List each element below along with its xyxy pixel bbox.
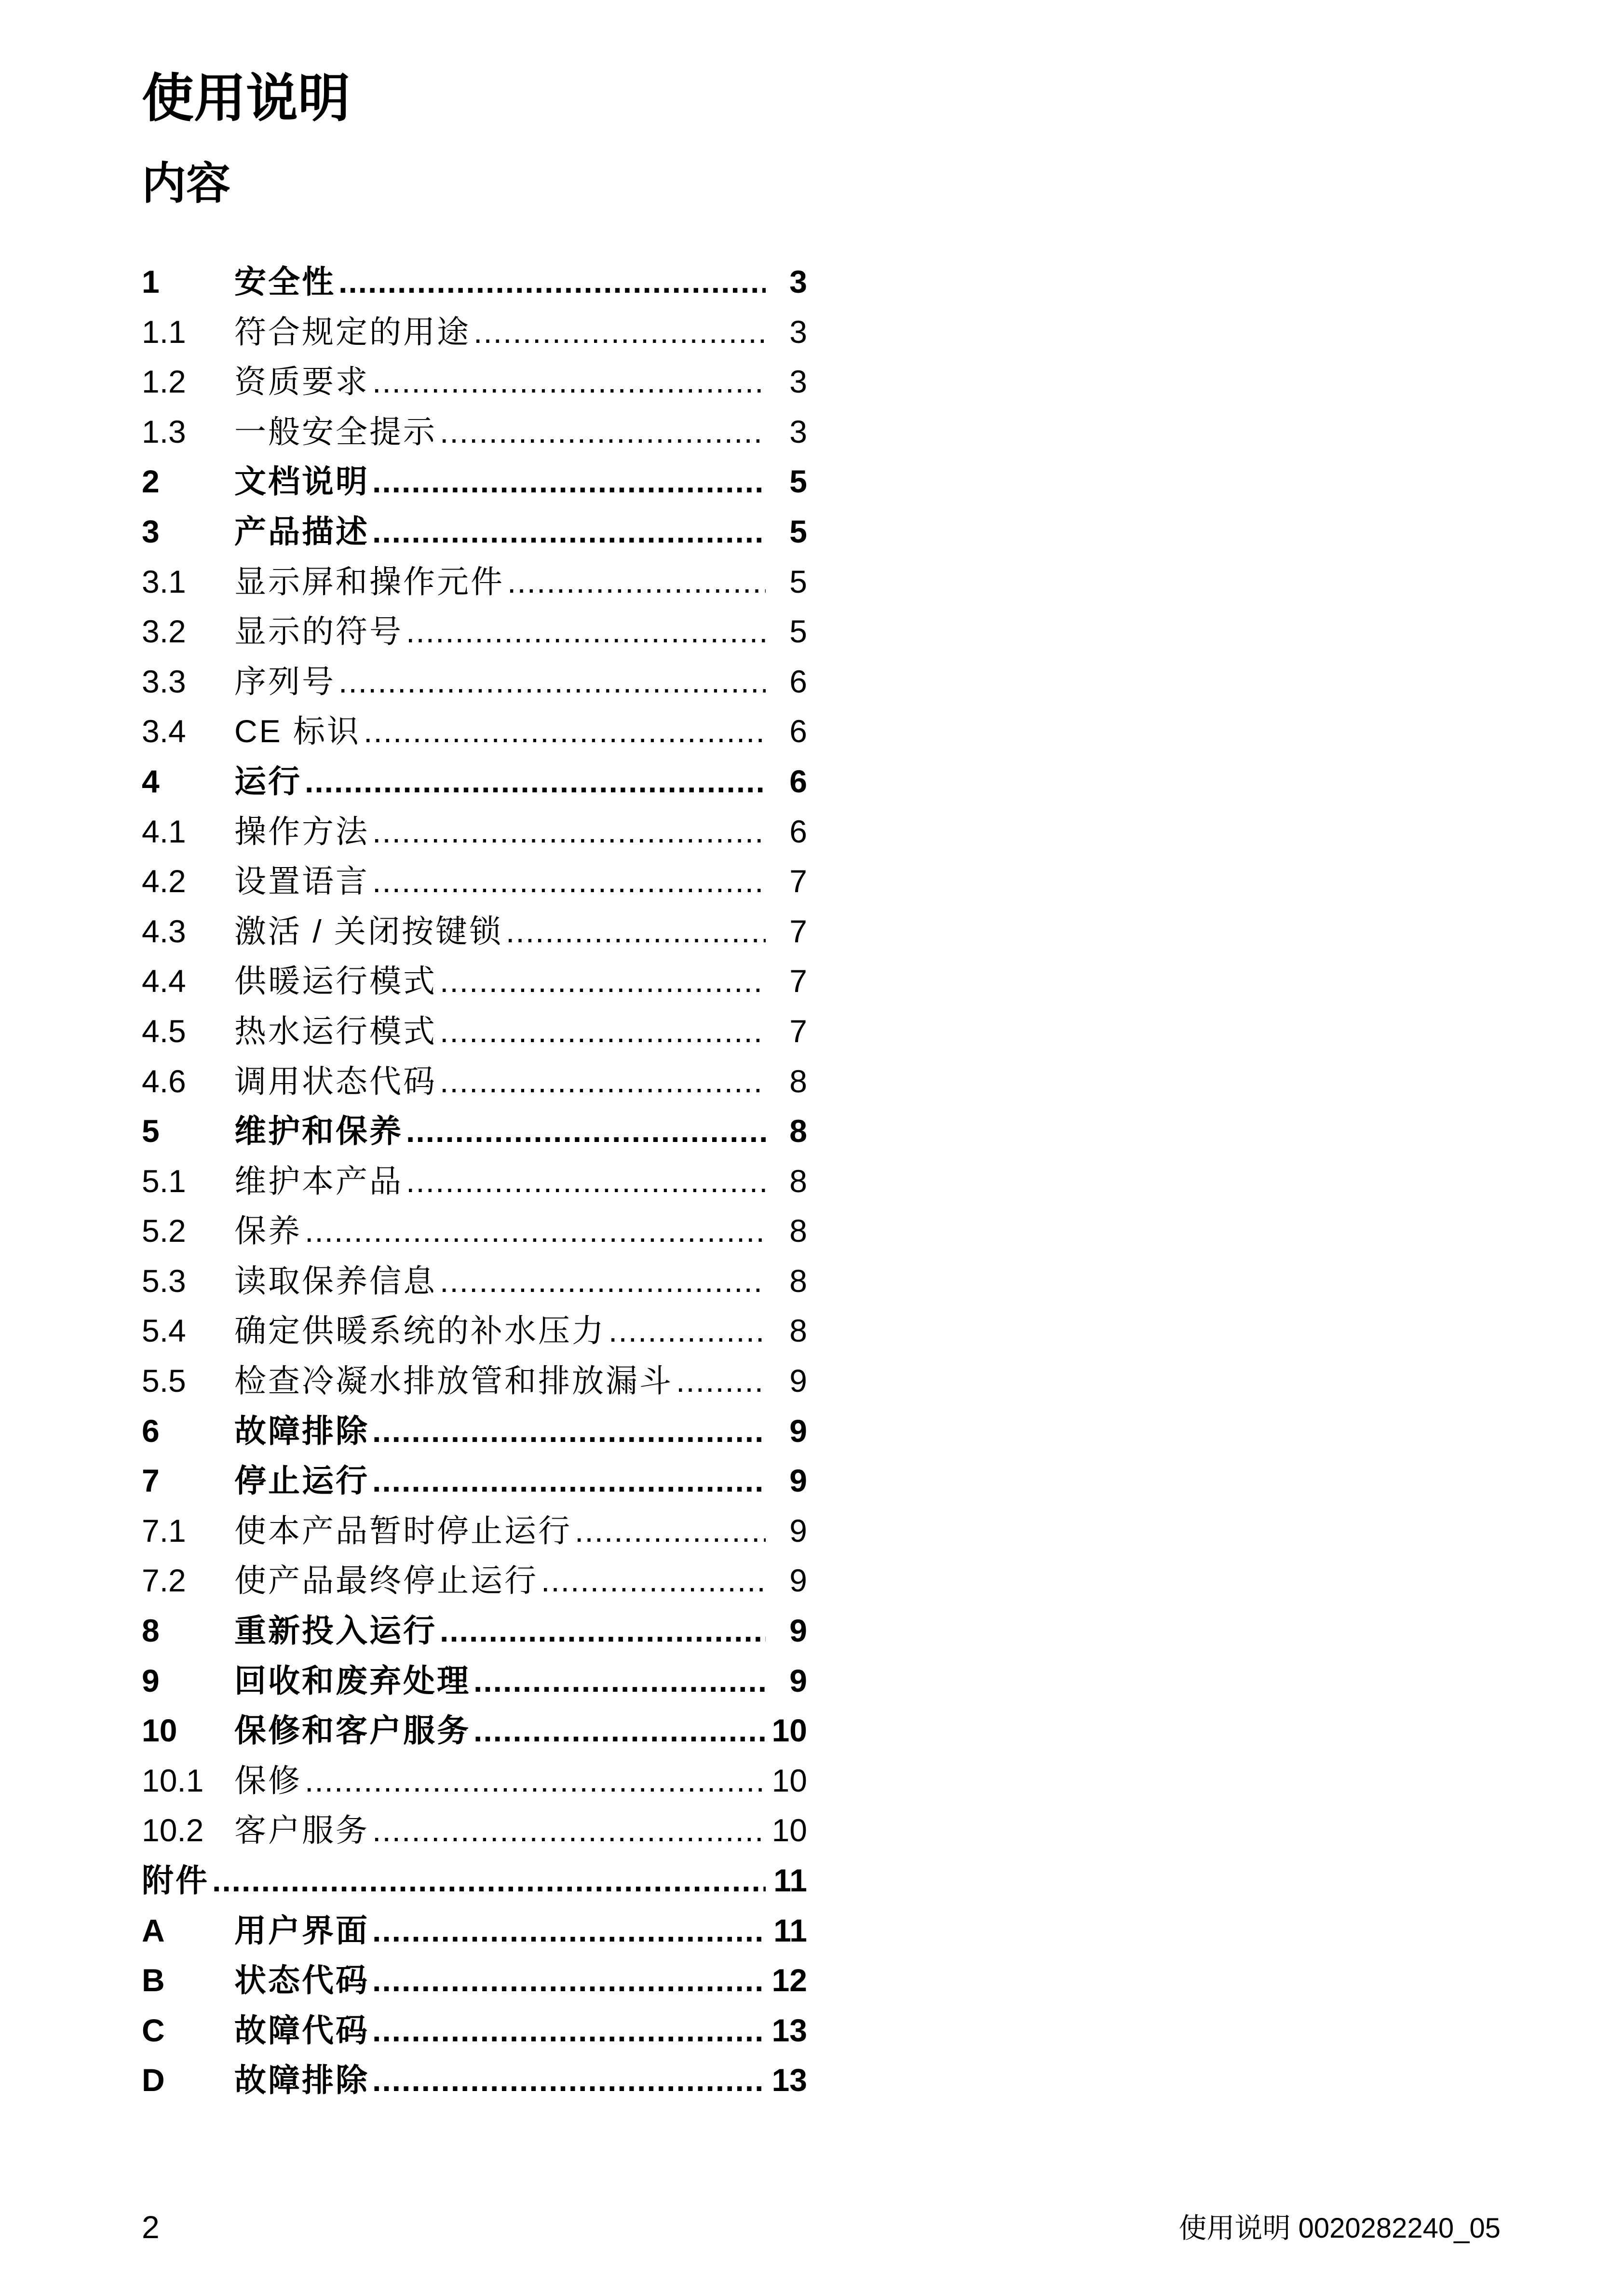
toc-entry[interactable] (142, 1106, 807, 1156)
toc-dot-leader (372, 2006, 766, 2056)
toc-entry-number: 1.2 (142, 364, 186, 400)
toc-entry[interactable] (142, 257, 807, 307)
toc-entry-title: 产品描述 (234, 513, 369, 549)
toc-entry-page: 5 (789, 513, 807, 549)
toc-dot-leader (372, 1956, 766, 2006)
toc-entry-number: 3.3 (142, 663, 186, 699)
toc-entry-title: 维护本产品 (234, 1163, 403, 1199)
toc-entry-title: 一般安全提示 (234, 413, 437, 449)
toc-entry[interactable] (142, 557, 807, 607)
toc-entry-title: 使产品最终停止运行 (234, 1562, 538, 1599)
toc-entry[interactable] (142, 1806, 807, 1856)
toc-entry[interactable] (142, 1706, 807, 1756)
toc-entry-number: A (142, 1912, 165, 1948)
toc-entry[interactable] (142, 1656, 807, 1706)
toc-entry-title: CE 标识 (234, 713, 361, 749)
toc-entry-page: 6 (789, 813, 807, 849)
toc-entry-number: 7.1 (142, 1512, 186, 1549)
toc-entry-title: 运行 (234, 763, 302, 799)
toc-entry-title: 重新投入运行 (234, 1613, 437, 1649)
toc-entry[interactable] (142, 1306, 807, 1356)
toc-entry-number: 9 (142, 1662, 160, 1698)
toc-entry-page: 9 (789, 1613, 807, 1649)
toc-entry-number: 4.2 (142, 863, 186, 899)
toc-entry-page: 5 (789, 563, 807, 599)
toc-entry-number: 6 (142, 1413, 160, 1449)
toc-entry-page: 6 (789, 663, 807, 699)
toc-entry-title: 操作方法 (234, 813, 369, 849)
toc-entry-number: 8 (142, 1613, 160, 1649)
toc-dot-leader (440, 1606, 766, 1656)
toc-entry-page: 10 (771, 1712, 807, 1749)
toc-entry-number: 10.2 (142, 1812, 204, 1848)
toc-entry-title: 用户界面 (234, 1912, 369, 1948)
toc-entry-number: 5.2 (142, 1213, 186, 1249)
toc-entry[interactable] (142, 956, 807, 1006)
toc-dot-leader (372, 2055, 766, 2106)
toc-entry-number: 5.5 (142, 1363, 186, 1399)
toc-entry-page: 9 (789, 1463, 807, 1499)
toc-entry[interactable] (142, 357, 807, 407)
toc-dot-leader (372, 357, 766, 407)
toc-entry[interactable] (142, 307, 807, 357)
toc-entry-title: 热水运行模式 (234, 1013, 437, 1049)
toc-entry-number: 5.3 (142, 1263, 186, 1299)
toc-entry-number: 1 (142, 264, 160, 299)
toc-dot-leader (473, 1706, 766, 1756)
toc-entry-title: 读取保养信息 (234, 1263, 437, 1299)
toc-entry-page: 8 (789, 1263, 807, 1299)
toc-entry-number: 5 (142, 1113, 160, 1149)
toc-dot-leader (305, 757, 766, 807)
toc-dot-leader (473, 307, 766, 357)
toc-entry[interactable] (142, 2006, 807, 2056)
toc-entry-number: 4.1 (142, 813, 186, 849)
toc-entry-number: 4.3 (142, 913, 186, 949)
toc-entry-page: 9 (789, 1562, 807, 1599)
toc-entry-page: 5 (789, 613, 807, 650)
toc-entry-title: 供暖运行模式 (234, 963, 437, 999)
toc-entry-title: 使本产品暂时停止运行 (234, 1512, 572, 1549)
toc-entry-page: 11 (773, 1912, 807, 1948)
toc-entry-page: 10 (771, 1812, 807, 1848)
toc-dot-leader (506, 907, 766, 957)
toc-dot-leader (372, 507, 766, 557)
toc-entry-title: 状态代码 (234, 1962, 369, 1998)
toc-entry-page: 8 (789, 1213, 807, 1249)
toc-entry-title: 故障排除 (234, 1413, 369, 1449)
toc-dot-leader (676, 1356, 766, 1406)
toc-entry[interactable] (142, 507, 807, 557)
toc-entry-number: 3.1 (142, 563, 186, 599)
toc-entry-page: 9 (789, 1662, 807, 1698)
toc-entry[interactable] (142, 457, 807, 507)
toc-entry-page: 11 (773, 1862, 807, 1898)
toc-entry[interactable] (142, 807, 807, 857)
toc-entry-title: 回收和废弃处理 (234, 1662, 471, 1698)
toc-entry-number: 4 (142, 763, 160, 799)
toc-entry[interactable] (142, 407, 807, 457)
toc-dot-leader (541, 1556, 766, 1606)
toc-dot-leader (609, 1306, 766, 1356)
toc-entry-page: 3 (789, 264, 807, 299)
toc-entry-number: 5.4 (142, 1313, 186, 1349)
toc-entry-title: 资质要求 (234, 364, 369, 400)
toc-entry-title: 激活 / 关闭按键锁 (234, 913, 503, 949)
toc-entry-title: 保修 (234, 1762, 302, 1798)
toc-entry-title: 维护和保养 (234, 1113, 403, 1149)
toc-entry[interactable] (142, 607, 807, 657)
document-title: 使用说明 (142, 69, 351, 127)
toc-entry-title: 故障代码 (234, 2012, 369, 2048)
toc-entry[interactable] (142, 856, 807, 907)
toc-dot-leader (406, 607, 766, 657)
toc-entry-title: 文档说明 (234, 463, 369, 500)
toc-entry-page: 6 (789, 713, 807, 749)
toc-entry-number: 2 (142, 463, 160, 500)
toc-entry-page: 7 (789, 963, 807, 999)
toc-entry-number: 4.5 (142, 1013, 186, 1049)
toc-dot-leader (372, 1806, 766, 1856)
toc-entry-title: 故障排除 (234, 2062, 369, 2098)
toc-entry-title: 确定供暖系统的补水压力 (234, 1313, 606, 1349)
toc-entry-title: 安全性 (234, 264, 336, 299)
toc-entry[interactable] (142, 1006, 807, 1057)
toc-entry-title: 检查冷凝水排放管和排放漏斗 (234, 1363, 673, 1399)
toc-entry-page: 9 (789, 1363, 807, 1399)
toc-dot-leader (372, 856, 766, 907)
toc-entry-number: 1.1 (142, 313, 186, 350)
toc-entry[interactable] (142, 757, 807, 807)
toc-entry-title: 设置语言 (234, 863, 369, 899)
toc-dot-leader (338, 657, 766, 707)
toc-entry[interactable] (142, 1906, 807, 1956)
toc-entry-page: 10 (771, 1762, 807, 1798)
toc-entry-number: 3 (142, 513, 160, 549)
toc-entry-page: 8 (789, 1313, 807, 1349)
toc-entry[interactable] (142, 706, 807, 757)
toc-dot-leader (473, 1656, 766, 1706)
toc-dot-leader (338, 257, 766, 307)
toc-dot-leader (507, 557, 766, 607)
toc-entry[interactable] (142, 1506, 807, 1556)
toc-entry-number: 10.1 (142, 1762, 204, 1798)
footer-page-number: 2 (142, 2209, 160, 2245)
toc-entry-number: 3.2 (142, 613, 186, 650)
toc-entry-number: C (142, 2012, 165, 2048)
toc-dot-leader (372, 1906, 766, 1956)
toc-dot-leader (440, 1006, 766, 1057)
toc-entry[interactable] (142, 1756, 807, 1806)
toc-entry-title: 显示屏和操作元件 (234, 563, 504, 599)
toc-entry-page: 8 (789, 1113, 807, 1149)
toc-dot-leader (440, 1256, 766, 1306)
toc-dot-leader (575, 1506, 766, 1556)
toc-entry-title: 保养 (234, 1213, 302, 1249)
toc-dot-leader (440, 1057, 766, 1107)
toc-entry-title: 调用状态代码 (234, 1063, 437, 1099)
toc-entry-page: 7 (789, 1013, 807, 1049)
toc-entry-number: 5.1 (142, 1163, 186, 1199)
toc-entry-page: 5 (789, 463, 807, 500)
toc-entry[interactable] (142, 1456, 807, 1506)
toc-entry[interactable] (142, 1256, 807, 1306)
toc-entry-page: 8 (789, 1063, 807, 1099)
toc-entry-page: 13 (771, 2012, 807, 2048)
toc-entry[interactable] (142, 1206, 807, 1256)
toc-entry[interactable] (142, 657, 807, 707)
toc-entry[interactable] (142, 1556, 807, 1606)
toc-entry-number: 7 (142, 1463, 160, 1499)
toc-entry[interactable] (142, 1356, 807, 1406)
toc-entry[interactable] (142, 1057, 807, 1107)
toc-entry-title: 停止运行 (234, 1463, 369, 1499)
toc-entry-title: 保修和客户服务 (234, 1712, 471, 1749)
toc-entry-page: 13 (771, 2062, 807, 2098)
toc-entry-page: 9 (789, 1512, 807, 1549)
toc-entry-page: 9 (789, 1413, 807, 1449)
toc-entry[interactable] (142, 1606, 807, 1656)
toc-entry[interactable] (142, 907, 807, 957)
footer-document-reference: 使用说明 0020282240_05 (1178, 2213, 1501, 2244)
toc-dot-leader (372, 457, 766, 507)
toc-dot-leader (406, 1106, 766, 1156)
toc-entry-title: 显示的符号 (234, 613, 403, 650)
toc-entry-page: 7 (789, 913, 807, 949)
toc-entry-page: 6 (789, 763, 807, 799)
toc-entry-number: D (142, 2062, 165, 2098)
toc-entry[interactable] (142, 1156, 807, 1207)
toc-entry[interactable] (142, 2055, 807, 2106)
toc-entry-page: 3 (789, 313, 807, 350)
toc-dot-leader (372, 807, 766, 857)
toc-entry-number: B (142, 1962, 165, 1998)
toc-entry-page: 12 (771, 1962, 807, 1998)
toc-entry-number: 4.4 (142, 963, 186, 999)
toc-entry[interactable] (142, 1956, 807, 2006)
toc-entry-number: 3.4 (142, 713, 186, 749)
toc-dot-leader (305, 1756, 766, 1806)
toc-dot-leader (440, 407, 766, 457)
toc-entry[interactable] (142, 1406, 807, 1456)
toc-dot-leader (406, 1156, 766, 1207)
toc-entry-title: 附件 (142, 1862, 209, 1898)
toc-entry-page: 3 (789, 413, 807, 449)
toc-entry-title: 序列号 (234, 663, 336, 699)
toc-entry-number: 10 (142, 1712, 177, 1749)
toc-entry-page: 7 (789, 863, 807, 899)
toc-entry-number: 1.3 (142, 413, 186, 449)
toc-dot-leader (440, 956, 766, 1006)
toc-heading: 内容 (142, 159, 231, 208)
toc-dot-leader (305, 1206, 766, 1256)
toc-dot-leader (372, 1456, 766, 1506)
toc-dot-leader (212, 1856, 766, 1906)
toc-entry-title: 客户服务 (234, 1812, 369, 1848)
toc-entry-page: 8 (789, 1163, 807, 1199)
toc-entry-title: 符合规定的用途 (234, 313, 471, 350)
toc-dot-leader (372, 1406, 766, 1456)
toc-entry-number: 7.2 (142, 1562, 186, 1599)
table-of-contents (142, 257, 807, 2106)
toc-entry-number: 4.6 (142, 1063, 186, 1099)
toc-entry[interactable] (142, 1856, 807, 1906)
toc-entry-page: 3 (789, 364, 807, 400)
toc-dot-leader (364, 706, 766, 757)
